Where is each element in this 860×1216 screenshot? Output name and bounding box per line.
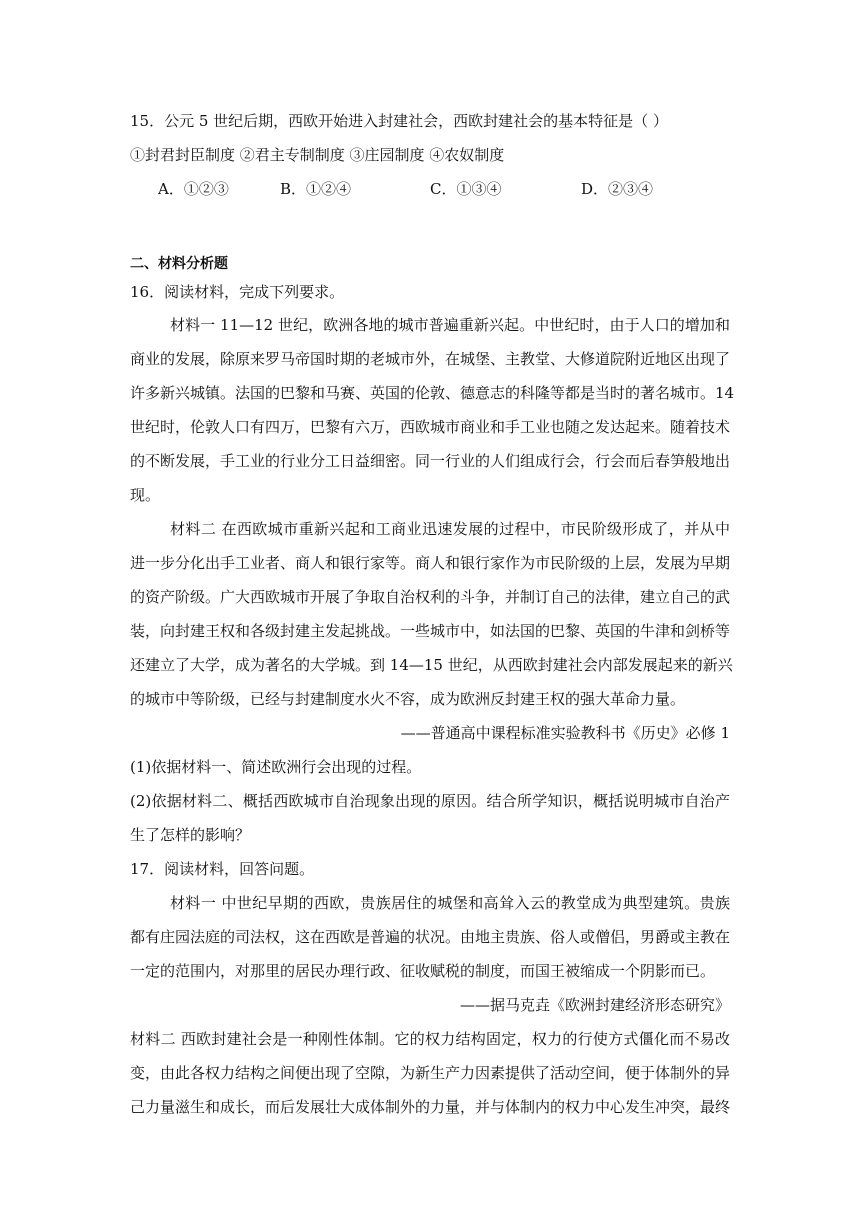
q17-material1-line: 材料一 中世纪早期的西欧，贵族居住的城堡和高耸入云的教堂成为典型建筑。贵族 [170,894,730,912]
q16-material1-line: 世纪时，伦敦人口有四万，巴黎有六万，西欧城市商业和手工业也随之发达起来。随着技术 [130,418,731,436]
q16-material1-line: 许多新兴城镇。法国的巴黎和马赛、英国的伦敦、德意志的科隆等都是当时的著名城市。14 [130,384,735,402]
q16-source: ——普通高中课程标准实验教科书《历史》必修 1 [400,724,730,742]
q17-material1-line: 都有庄园法庭的司法权，这在西欧是普遍的状况。由地主贵族、俗人或僧侣，男爵或主教在 [130,928,731,946]
q16-material1-line: 商业的发展，除原来罗马帝国时期的老城市外，在城堡、主教堂、大修道院附近地区出现了 [130,350,731,368]
q15-option-b: B．①②④ [280,180,352,198]
q16-sub1: (1)依据材料一、简述欧洲行会出现的过程。 [130,758,422,776]
q17-material2-line: 己力量滋生和成长，而后发展壮大成体制外的力量，并与体制内的权力中心发生冲突，最终 [130,1098,731,1116]
q17-material2-line: 材料二 西欧封建社会是一种刚性体制。它的权力结构固定，权力的行使方式僵化而不易改 [130,1030,730,1048]
q15-items: ①封君封臣制度 ②君主专制制度 ③庄园制度 ④农奴制度 [130,146,505,164]
q15-option-c: C．①③④ [430,180,502,198]
q17-stem: 17．阅读材料，回答问题。 [130,860,315,878]
q16-material2-line: 的城市中等阶级，已经与封建制度水火不容，成为欧洲反封建王权的强大革命力量。 [130,690,686,708]
q15-option-d: D．②③④ [581,180,654,198]
q15-stem: 15．公元 5 世纪后期，西欧开始进入封建社会，西欧封建社会的基本特征是（ ） [130,112,668,130]
q16-sub2-line: 生了怎样的影响？ [130,826,251,844]
q16-sub2-line: (2)依据材料二、概括西欧城市自治现象出现的原因。结合所学知识，概括说明城市自治产 [130,792,730,810]
q17-material1-line: 一定的范围内，对那里的居民办理行政、征收赋税的制度，而国王被缩成一个阴影而已。 [130,962,716,980]
q16-material1-line: 的不断发展，手工业的行业分工日益细密。同一行业的人们组成行会，行会而后春笋般地出 [130,452,731,470]
q16-material2-line: 装，向封建王权和各级封建主发起挑战。一些城市中，如法国的巴黎、英国的牛津和剑桥等 [130,622,731,640]
q17-material2-line: 变，由此各权力结构之间便出现了空隙，为新生产力因素提供了活动空间，便于体制外的异 [130,1064,731,1082]
q16-material1-line: 材料一 11—12 世纪，欧洲各地的城市普遍重新兴起。中世纪时，由于人口的增加和 [170,316,730,334]
q16-material2-line: 的资产阶级。广大西欧城市开展了争取自治权利的斗争，并制订自己的法律，建立自己的武 [130,588,731,606]
q15-option-a: A．①②③ [158,180,229,198]
section-title: 二、材料分析题 [130,256,228,272]
q17-source1: ——据马克垚《欧洲封建经济形态研究》 [459,996,730,1014]
q16-material2-line: 进一步分化出手工业者、商人和银行家等。商人和银行家作为市民阶级的上层，发展为早期 [130,554,731,572]
q16-material1-line: 现。 [130,486,161,504]
q16-stem: 16．阅读材料，完成下列要求。 [130,283,345,301]
q16-material2-line: 材料二 在西欧城市重新兴起和工商业迅速发展的过程中，市民阶级形成了，并从中 [170,520,730,538]
q16-material2-line: 还建立了大学，成为著名的大学城。到 14—15 世纪，从西欧封建社会内部发展起来的新兴 [130,656,733,674]
